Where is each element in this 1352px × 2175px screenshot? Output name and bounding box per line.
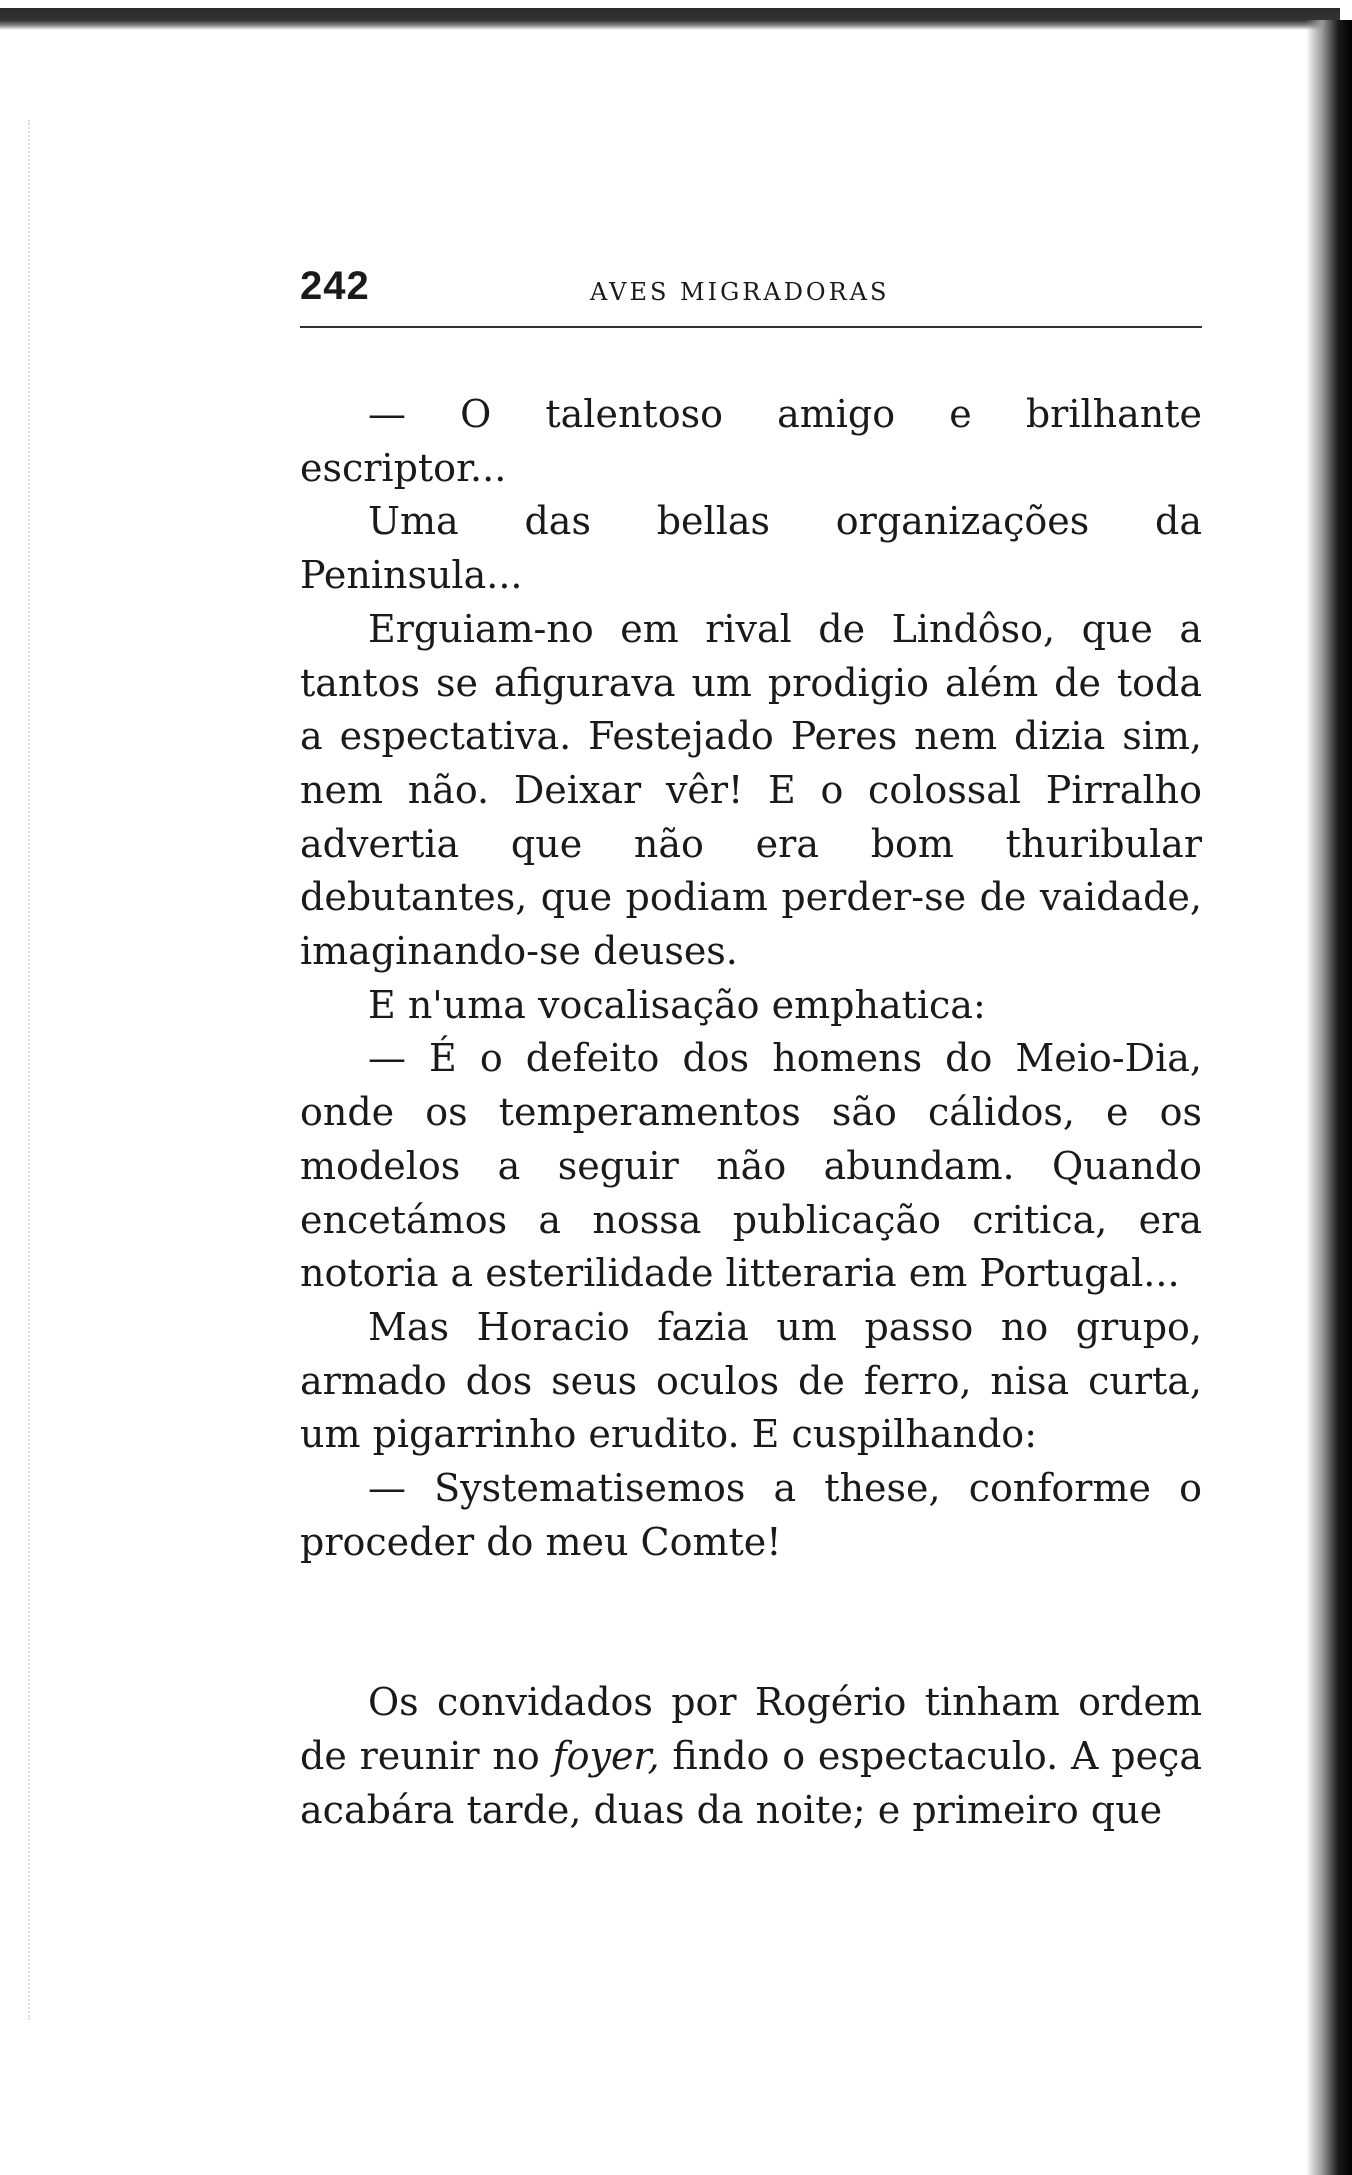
paragraph: — O talentoso amigo e brilhante escriptor... — [300, 392, 1202, 490]
paragraph: Uma das bellas organizações da Peninsula... — [300, 499, 1202, 598]
page-top-edge-shadow — [0, 8, 1340, 30]
final-paragraph-end: findo o espectaculo. A peça acabára tarde, duas da noite; e primeiro que — [300, 1734, 1202, 1832]
paragraph: — Systematisemos a these, conforme o proceder do meu Comte! — [300, 1466, 1202, 1564]
final-paragraph-start: Os convidados por Rogério tinham ordem de reunir no — [300, 1680, 1202, 1779]
section-break — [300, 1569, 1202, 1676]
page-margin-specks — [28, 120, 34, 2020]
page-binding-edge-shadow — [1306, 20, 1352, 2175]
paragraph: Mas Horacio fazia um passo no grupo, armado dos seus oculos de ferro, nisa curta, um pigarrinho erudito. E cuspilhando: — [300, 1304, 1202, 1457]
page-header — [300, 262, 1200, 322]
header-rule — [300, 326, 1202, 328]
running-title: AVES MIGRADORAS — [590, 278, 890, 306]
paragraph: Erguiam-no em rival de Lindôso, que a tantos se afigurava um prodigio além de toda a espectativa. Festejado Peres nem dizia sim, nem não. Deixar vêr! E o colossal Pirralho advertia que não era bom thuribular debutantes, que podiam perder-se de vaidade, imaginando-se deuses. — [300, 606, 1202, 974]
page-number: 242 — [300, 264, 370, 308]
final-paragraph — [300, 1676, 1202, 1837]
italic-word-foyer: foyer, — [552, 1734, 660, 1779]
paragraph: E n'uma vocalisação emphatica: — [368, 982, 986, 1027]
page-body-text — [300, 388, 1202, 1838]
paragraph: — É o defeito dos homens do Meio-Dia, onde os temperamentos são cálidos, e os modelos a seguir não abundam. Quando encetámos a nossa publicação critica, era notoria a esterilidade litteraria em Portugal... — [300, 1036, 1202, 1296]
